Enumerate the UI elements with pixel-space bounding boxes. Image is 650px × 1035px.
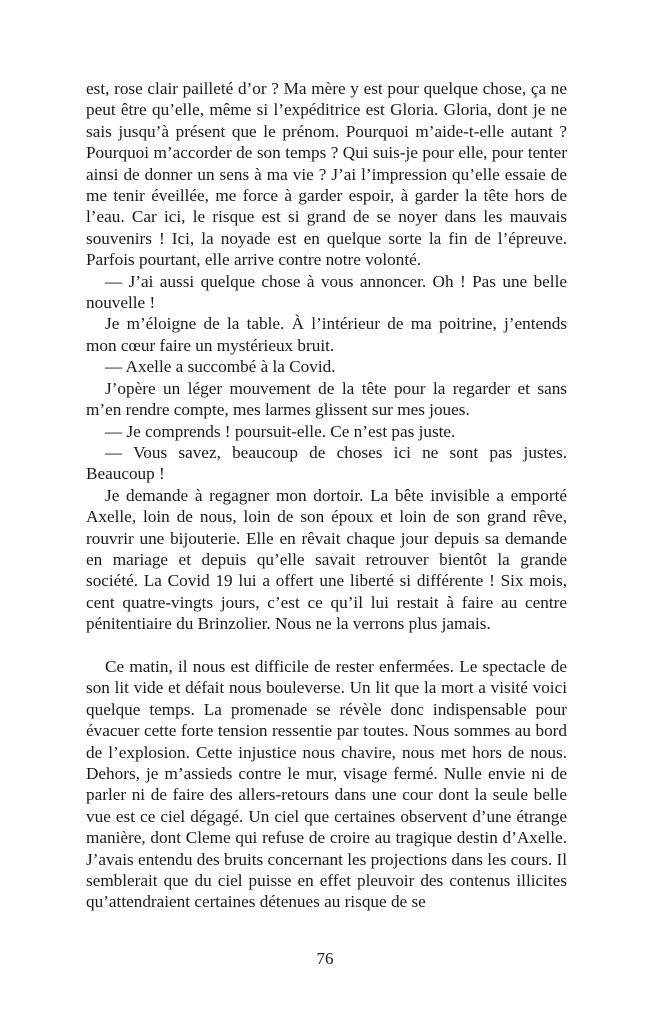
paragraph: Ce matin, il nous est difficile de rester enfermées. Le spectacle de son lit vide et défait nous bouleverse. Un lit que la mort a visité voici quelque temps. La promenade se révèle donc indispensable pour évacuer cette forte tension ressentie par toutes. Nous sommes au bord de l’explosion. Cette injustice nous chavire, nous met hors de nous. Dehors, je m’assieds contre le mur, visage fermé. Nulle envie ni de parler ni de faire des allers-retours dans une cour dont la seule belle vue est ce ciel dégagé. Un ciel que certaines observent d’une étrange manière, dont Cleme qui refuse de croire au tragique destin d’Axelle. J’avais entendu des bruits concernant les projections dans les cours. Il semblerait que du ciel puisse en effet pleuvoir des contenus illicites qu’attendraient certaines détenues au risque de se	[86, 656, 567, 912]
dialogue-line: — J’ai aussi quelque chose à vous annoncer. Oh ! Pas une belle nouvelle !	[86, 271, 567, 313]
page-number: 76	[316, 949, 334, 968]
dialogue-line: — Axelle a succombé à la Covid.	[105, 357, 336, 377]
paragraph: J’opère un léger mouvement de la tête pour la regarder et sans m’en rendre compte, mes larmes glissent sur mes joues.	[86, 378, 567, 420]
dialogue-line: — Je comprends ! poursuit-elle. Ce n’est pas juste.	[105, 421, 456, 441]
paragraph-continuation: est, rose clair pailleté d’or ? Ma mère y est pour quelque chose, ça ne peut être qu’elle, même si l’expéditrice est Gloria. Gloria, dont je ne sais jusqu’à présent que le prénom. Pourquoi m’aide-t-elle autant ? Pourquoi m’accorder de son temps ? Qui suis-je pour elle, pour tenter ainsi de donner un sens à ma vie ? J’ai l’impression qu’elle essaie de me tenir éveillée, me force à garder espoir, à garder la tête hors de l’eau. Car ici, le risque est si grand de se noyer dans les mauvais souvenirs ! Ici, la noyade est en quelque sorte la fin de l’épreuve. Parfois pourtant, elle arrive contre notre volonté.	[86, 79, 567, 270]
paragraph: Je m’éloigne de la table. À l’intérieur de ma poitrine, j’entends mon cœur faire un mystérieux bruit.	[86, 314, 567, 355]
dialogue-line: — Vous savez, beaucoup de choses ici ne sont pas justes. Beaucoup !	[86, 442, 567, 484]
section-break	[86, 635, 567, 656]
paragraph: Je demande à regagner mon dortoir. La bête invisible a emporté Axelle, loin de nous, loin de son époux et loin de son grand rêve, rouvrir une bijouterie. Elle en rêvait chaque jour depuis sa demande en mariage et depuis qu’elle savait retrouver bientôt la grande société. La Covid 19 lui a offert une liberté si différente ! Six mois, cent quatre-vingts jours, c’est ce qu’il lui restait à faire au centre pénitentiaire du Brinzolier. Nous ne la verrons plus jamais.	[86, 485, 567, 634]
page-body	[86, 78, 567, 913]
